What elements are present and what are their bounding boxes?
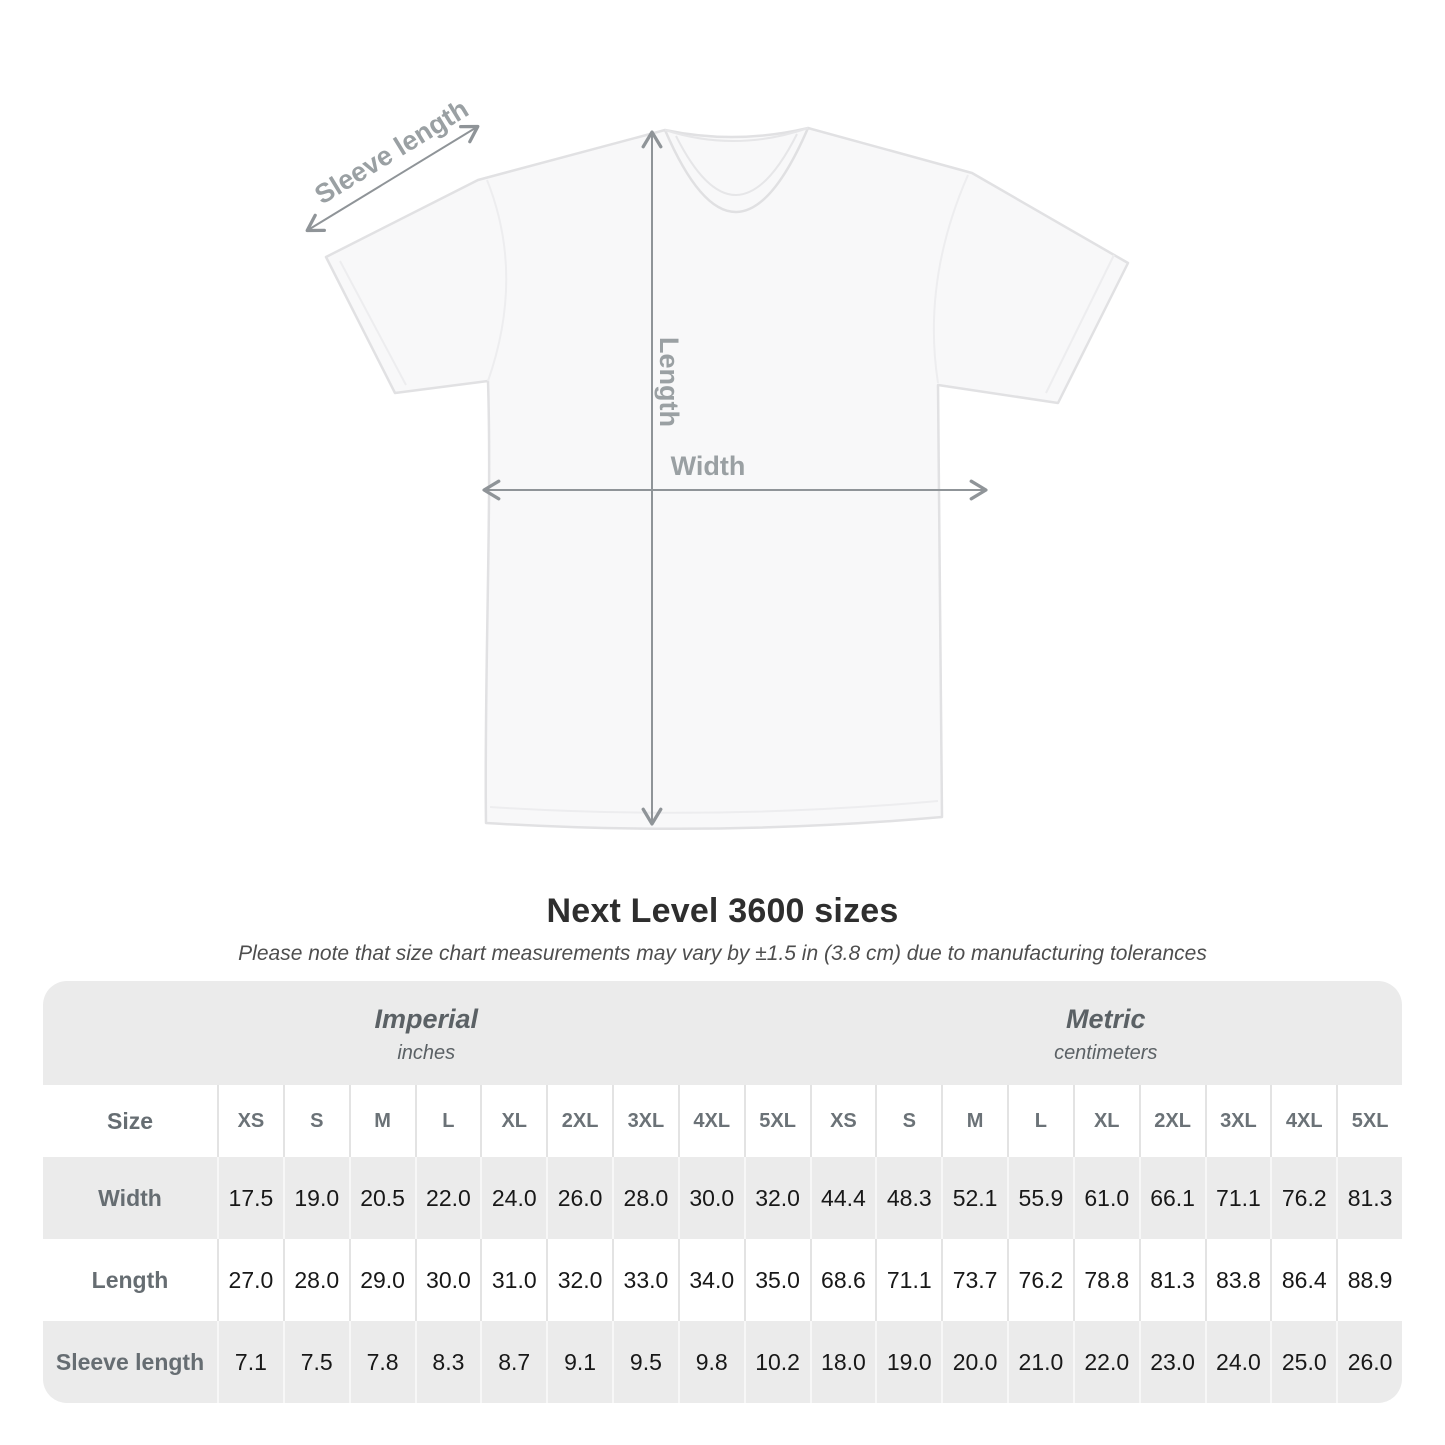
metric-group-unit: centimeters [1054, 1041, 1158, 1064]
measurement-cell: 34.0 [678, 1239, 744, 1321]
measurement-cell: 28.0 [612, 1157, 678, 1239]
tshirt-diagram [260, 85, 1160, 885]
page-title: Next Level 3600 sizes [546, 892, 899, 930]
measurement-cell: 86.4 [1270, 1239, 1336, 1321]
metric-group-title: Metric [1065, 1003, 1146, 1034]
measurement-cell: 8.7 [480, 1321, 546, 1403]
measurement-cell: 48.3 [875, 1157, 941, 1239]
size-header-label: Size [106, 1107, 154, 1134]
row-label: Length [91, 1266, 169, 1293]
size-col-header: XL [480, 1085, 546, 1157]
measurement-cell: 32.0 [744, 1157, 810, 1239]
size-col-header: XS [217, 1085, 283, 1157]
size-col-header: 2XL [546, 1085, 612, 1157]
measurement-cell: 27.0 [217, 1239, 283, 1321]
measurement-cell: 35.0 [744, 1239, 810, 1321]
row-label: Sleeve length [55, 1348, 205, 1375]
measurement-cell: 22.0 [1073, 1321, 1139, 1403]
measurement-cell: 76.2 [1270, 1157, 1336, 1239]
measurement-cell: 25.0 [1270, 1321, 1336, 1403]
measurement-cell: 71.1 [1205, 1157, 1271, 1239]
size-col-header: L [1007, 1085, 1073, 1157]
measurement-cell: 30.0 [415, 1239, 481, 1321]
size-col-header: M [941, 1085, 1007, 1157]
unit-group-header-row [43, 981, 1402, 1085]
size-table [43, 981, 1402, 1403]
size-col-header: 3XL [1205, 1085, 1271, 1157]
measurement-cell: 19.0 [875, 1321, 941, 1403]
measurement-cell: 22.0 [415, 1157, 481, 1239]
metric-group-header [810, 981, 1403, 1085]
size-col-header: M [349, 1085, 415, 1157]
measurement-cell: 66.1 [1139, 1157, 1205, 1239]
size-col-header: XL [1073, 1085, 1139, 1157]
imperial-group-header [43, 981, 810, 1085]
measurement-cell: 83.8 [1205, 1239, 1271, 1321]
measurement-cell: 7.8 [349, 1321, 415, 1403]
measurement-cell: 76.2 [1007, 1239, 1073, 1321]
measurement-cell: 24.0 [1205, 1321, 1271, 1403]
size-col-header: S [875, 1085, 941, 1157]
measurement-cell: 32.0 [546, 1239, 612, 1321]
page-subtitle: Please note that size chart measurements may vary by ±1.5 in (3.8 cm) due to manufacturing tolerances [238, 942, 1207, 965]
measurement-cell: 10.2 [744, 1321, 810, 1403]
measurement-cell: 17.5 [217, 1157, 283, 1239]
measurement-cell: 29.0 [349, 1239, 415, 1321]
measurement-cell: 26.0 [1336, 1321, 1402, 1403]
measurement-cell: 33.0 [612, 1239, 678, 1321]
measurement-cell: 44.4 [810, 1157, 876, 1239]
measurement-cell: 19.0 [283, 1157, 349, 1239]
length-label: Length [654, 337, 684, 427]
sleeve-length-row [43, 1321, 1402, 1403]
size-col-header: XS [810, 1085, 876, 1157]
imperial-group-unit: inches [397, 1041, 456, 1064]
measurement-cell: 26.0 [546, 1157, 612, 1239]
measurement-cell: 73.7 [941, 1239, 1007, 1321]
width-label: Width [670, 451, 746, 481]
measurement-cell: 68.6 [810, 1239, 876, 1321]
size-col-header: 3XL [612, 1085, 678, 1157]
length-row [43, 1239, 1402, 1321]
measurement-cell: 24.0 [480, 1157, 546, 1239]
row-label: Width [98, 1184, 162, 1211]
measurement-cell: 7.5 [283, 1321, 349, 1403]
measurement-cell: 31.0 [480, 1239, 546, 1321]
size-col-header: L [415, 1085, 481, 1157]
measurement-cell: 78.8 [1073, 1239, 1139, 1321]
measurement-cell: 21.0 [1007, 1321, 1073, 1403]
size-col-header: 5XL [744, 1085, 810, 1157]
measurement-cell: 8.3 [415, 1321, 481, 1403]
tshirt-svg [260, 85, 1160, 885]
measurement-cell: 18.0 [810, 1321, 876, 1403]
measurement-cell: 28.0 [283, 1239, 349, 1321]
measurement-cell: 23.0 [1139, 1321, 1205, 1403]
measurement-cell: 55.9 [1007, 1157, 1073, 1239]
size-col-header: S [283, 1085, 349, 1157]
measurement-cell: 30.0 [678, 1157, 744, 1239]
measurement-cell: 52.1 [941, 1157, 1007, 1239]
measurement-cell: 20.0 [941, 1321, 1007, 1403]
size-col-header: 5XL [1336, 1085, 1402, 1157]
measurement-cell: 81.3 [1336, 1157, 1402, 1239]
measurement-cell: 81.3 [1139, 1239, 1205, 1321]
width-row [43, 1157, 1402, 1239]
imperial-group-title: Imperial [374, 1003, 479, 1034]
measurement-cell: 88.9 [1336, 1239, 1402, 1321]
sleeve-length-label: Sleeve length [309, 93, 474, 211]
size-col-header: 2XL [1139, 1085, 1205, 1157]
measurement-cell: 7.1 [217, 1321, 283, 1403]
measurement-cell: 20.5 [349, 1157, 415, 1239]
size-col-header: 4XL [1270, 1085, 1336, 1157]
size-col-header: 4XL [678, 1085, 744, 1157]
measurement-cell: 9.5 [612, 1321, 678, 1403]
measurement-cell: 9.1 [546, 1321, 612, 1403]
measurement-cell: 9.8 [678, 1321, 744, 1403]
measurement-cell: 71.1 [875, 1239, 941, 1321]
measurement-cell: 61.0 [1073, 1157, 1139, 1239]
size-header-row [43, 1085, 1402, 1157]
